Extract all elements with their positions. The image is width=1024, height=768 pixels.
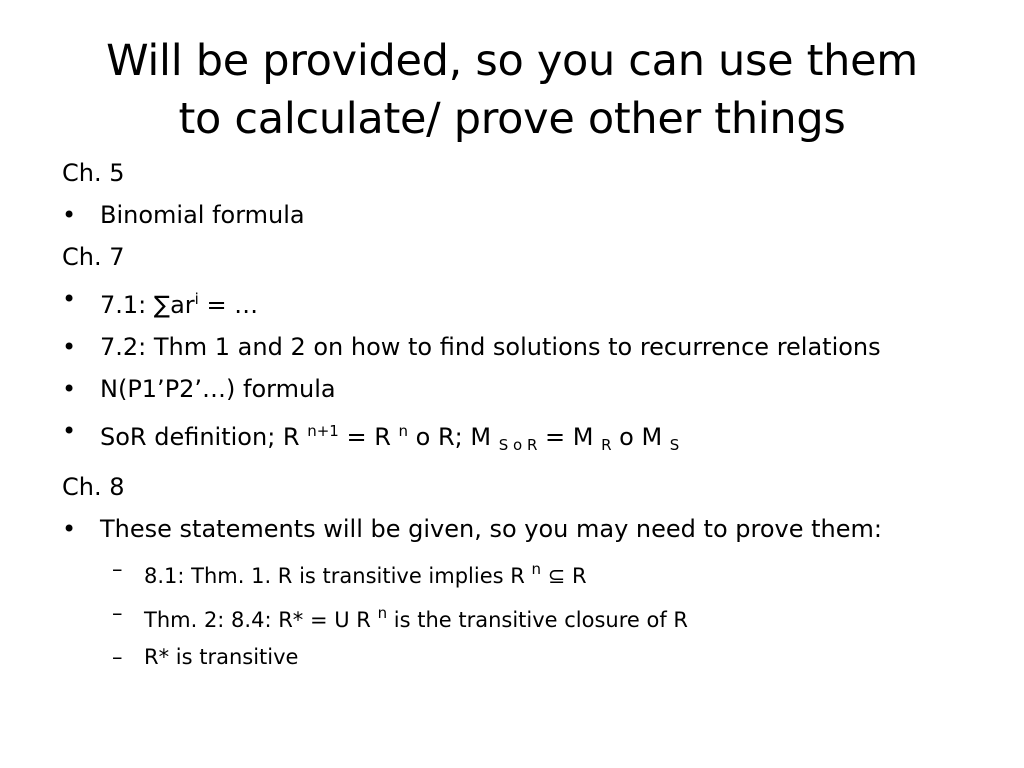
- sub1-part-1: 8.1: Thm. 1. R is transitive implies R: [144, 564, 532, 588]
- dash-icon: –: [112, 645, 123, 669]
- dash-icon: –: [112, 601, 123, 625]
- sub2-part-2: is the transitive closure of R: [387, 608, 689, 632]
- chapter-heading-ch8: Ch. 8: [62, 473, 125, 501]
- bullet-text: 7.2: Thm 1 and 2 on how to find solutions to recurrence relations: [100, 333, 881, 361]
- sum-suffix: = …: [198, 291, 259, 319]
- bullet-text: [100, 282, 982, 322]
- bullet-icon: •: [62, 417, 77, 445]
- bullet-sor-definition: [62, 414, 982, 462]
- sub3-text: R* is transitive: [144, 645, 299, 669]
- bullet-binomial-formula: [62, 198, 982, 232]
- sor-sup-2: n: [398, 422, 409, 440]
- slide-title-line-1: Will be provided, so you can use them: [106, 36, 918, 86]
- sub-bullet-8-1: [62, 554, 982, 591]
- sub1-sup: n: [531, 560, 542, 578]
- sor-part-5: o M: [611, 423, 670, 451]
- bullet-text: N(P1’P2’…) formula: [100, 375, 336, 403]
- bullet-icon: •: [62, 333, 77, 361]
- slide-body: [62, 156, 982, 679]
- subset-icon: ⊆: [541, 564, 572, 588]
- bullet-7-1-sum: [62, 282, 982, 322]
- sub-bullet-r-star-transitive: [62, 642, 982, 672]
- sum-exponent: i: [194, 290, 199, 308]
- bullet-icon: •: [62, 515, 77, 543]
- sor-sub-3: S: [669, 436, 680, 454]
- bullet-icon: •: [62, 201, 77, 229]
- sor-part-2: = R: [338, 423, 399, 451]
- sub2-sup: n: [377, 604, 388, 622]
- bullet-text: These statements will be given, so you may need to prove them:: [100, 515, 882, 543]
- sor-part-3: o R; M: [408, 423, 499, 451]
- sum-base: ar: [170, 291, 195, 319]
- bullet-text: Binomial formula: [100, 201, 305, 229]
- bullet-text: [100, 414, 982, 462]
- bullet-statements-given: [62, 512, 982, 546]
- bullet-icon: •: [62, 285, 77, 313]
- sor-part-1: SoR definition; R: [100, 423, 308, 451]
- sor-sub-1: S o R: [498, 436, 538, 454]
- bullet-n-formula: [62, 372, 982, 406]
- sor-sup-1: n+1: [307, 422, 339, 440]
- chapter-heading-ch7: Ch. 7: [62, 243, 125, 271]
- bullet-icon: •: [62, 375, 77, 403]
- slide-title-line-2: to calculate/ prove other things: [178, 94, 846, 144]
- dash-icon: –: [112, 557, 123, 581]
- bullet-7-2-recurrence: [62, 330, 982, 364]
- sor-sub-2: R: [601, 436, 612, 454]
- chapter-heading-ch5: Ch. 5: [62, 159, 125, 187]
- slide-title: [40, 32, 984, 148]
- sub-bullet-8-4: [62, 598, 982, 635]
- sor-part-4: = M: [537, 423, 602, 451]
- sub1-part-2: R: [572, 564, 587, 588]
- sub2-part-1: Thm. 2: 8.4: R* = U R: [144, 608, 378, 632]
- item-prefix: 7.1:: [100, 291, 154, 319]
- summation-icon: ∑: [153, 291, 171, 319]
